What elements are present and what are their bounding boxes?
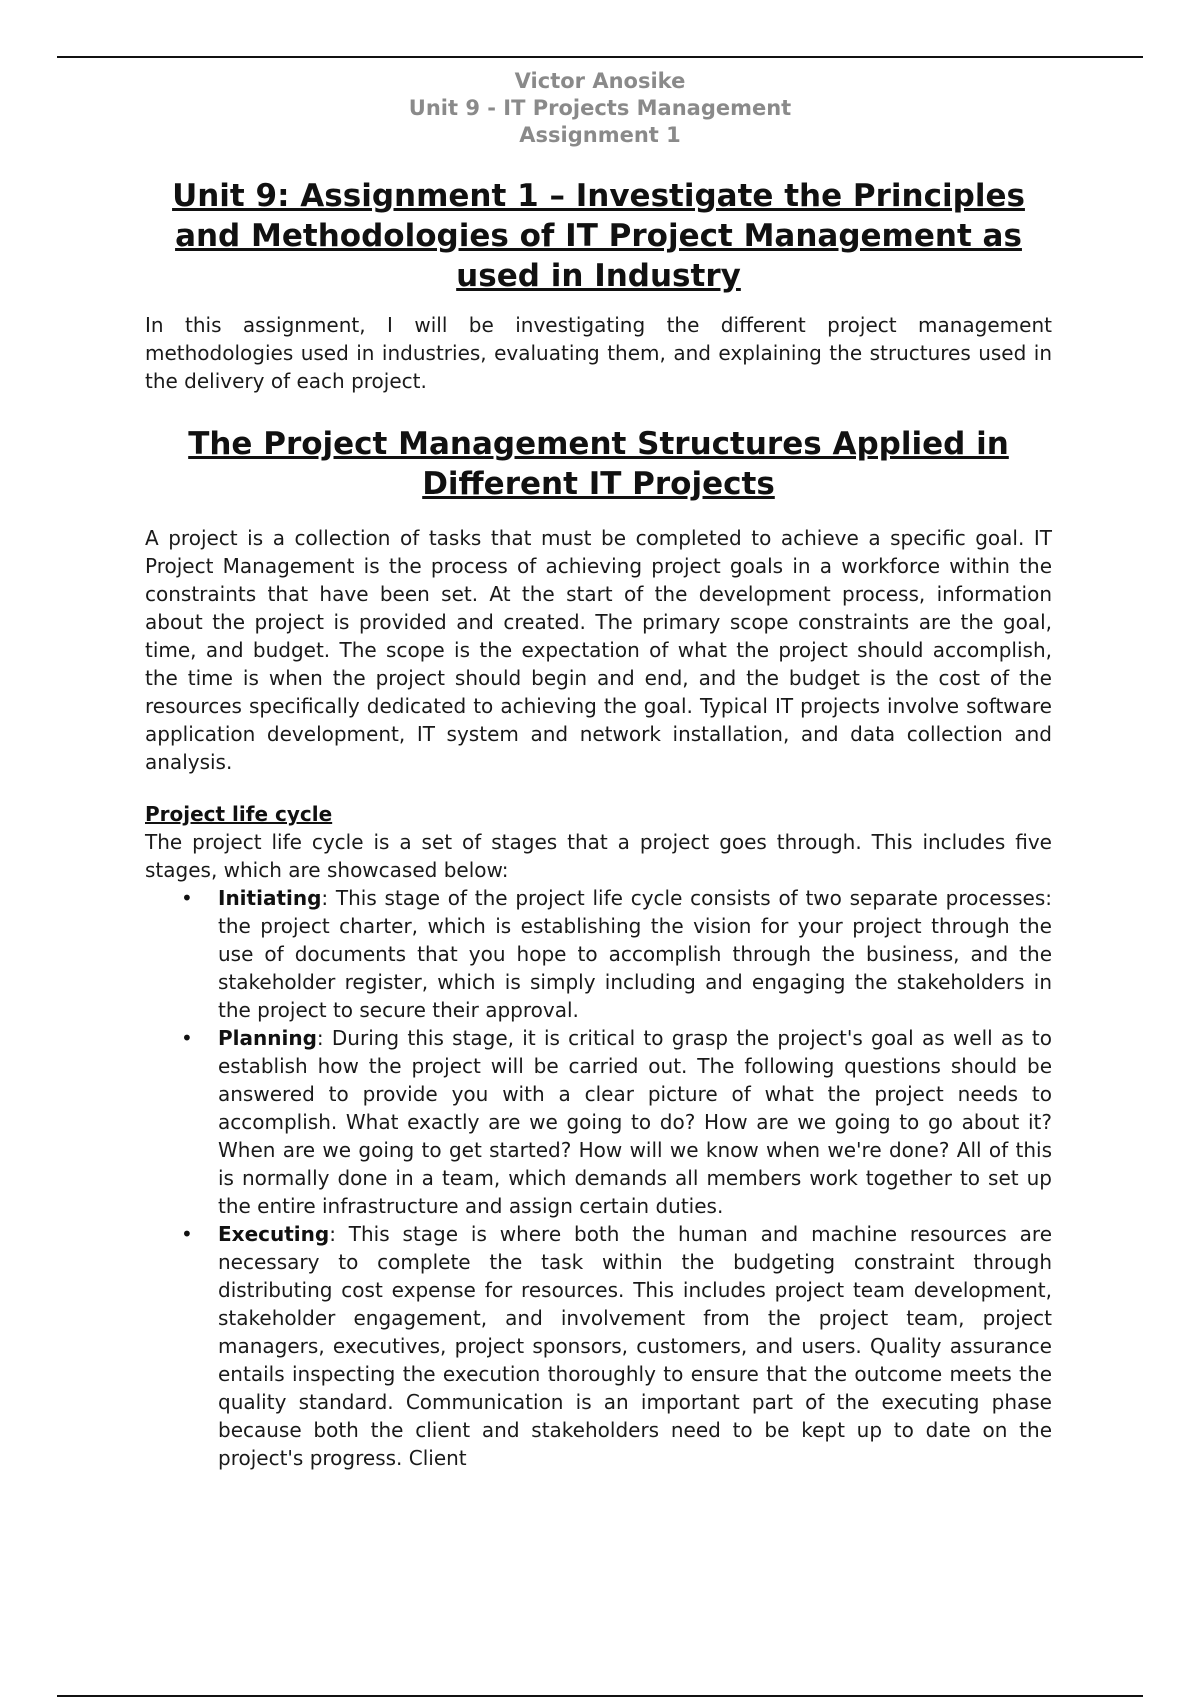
project-definition-paragraph: A project is a collection of tasks that must be completed to achieve a specific goal. IT Project Management is the process of achieving project goals in a workforce within the constraints that have been set. At the start of the development process, information about the project is provided and created. The primary scope constraints are the goal, time, and budget. The scope is the expectation of what the project should accomplish, the time is when the project should begin and end, and the budget is the cost of the resources specifically dedicated to achieving the goal. Typical IT projects involve software application development, IT system and network installation, and data collection and analysis. bbox=[145, 526, 1052, 774]
list-item-initiating bbox=[145, 884, 1052, 1024]
footer-rule bbox=[57, 1695, 1143, 1697]
stage-term: Executing bbox=[218, 1222, 330, 1246]
bullet-icon: • bbox=[181, 1222, 193, 1246]
header-rule bbox=[57, 56, 1143, 58]
bullet-icon: • bbox=[181, 1026, 193, 1050]
header-author: Victor Anosike bbox=[514, 69, 686, 93]
lifecycle-heading: Project life cycle bbox=[145, 802, 333, 826]
stage-term: Planning bbox=[218, 1026, 317, 1050]
header-assignment: Assignment 1 bbox=[519, 123, 681, 147]
lifecycle-intro: The project life cycle is a set of stages that a project goes through. This includes five stages, which are showcased below: bbox=[145, 830, 1052, 882]
list-item-executing bbox=[145, 1220, 1052, 1472]
stage-description: : During this stage, it is critical to grasp the project's goal as well as to establish how the project will be carried out. The following questions should be answered to provide you with a clear picture of what the project needs to accomplish. What exactly are we going to do? How are we going to go about it? When are we going to get started? How will we know when we're done? All of this is normally done in a team, which demands all members work together to set up the entire infrastructure and assign certain duties. bbox=[218, 1026, 1052, 1218]
stage-term: Initiating bbox=[218, 886, 322, 910]
stage-description: : This stage of the project life cycle consists of two separate processes: the project charter, which is establishing the vision for your project through the use of documents that you hope to accomplish through the business, and the stakeholder register, which is simply including and engaging the stakeholders in the project to secure their approval. bbox=[218, 886, 1052, 1022]
list-item-planning bbox=[145, 1024, 1052, 1220]
lifecycle-stage-list bbox=[145, 884, 1052, 1472]
intro-paragraph: In this assignment, I will be investigating the different project management methodologies used in industries, evaluating them, and explaining the structures used in the delivery of each project. bbox=[145, 313, 1052, 393]
bullet-icon: • bbox=[181, 886, 193, 910]
header-unit: Unit 9 - IT Projects Management bbox=[408, 96, 792, 120]
document-title: Unit 9: Assignment 1 – Investigate the Principles and Methodologies of IT Project Management as used in Industry bbox=[172, 178, 1025, 294]
running-header bbox=[0, 68, 1200, 149]
document-body bbox=[145, 176, 1052, 1472]
stage-description: : This stage is where both the human and machine resources are necessary to complete the task within the budgeting constraint through distributing cost expense for resources. This includes project team development, stakeholder engagement, and involvement from the project team, project managers, executives, project sponsors, customers, and users. Quality assurance entails inspecting the execution thoroughly to ensure that the outcome meets the quality standard. Communication is an important part of the executing phase because both the client and stakeholders need to be kept up to date on the project's progress. Client bbox=[218, 1222, 1052, 1470]
section-heading: The Project Management Structures Applied in Different IT Projects bbox=[188, 426, 1009, 502]
